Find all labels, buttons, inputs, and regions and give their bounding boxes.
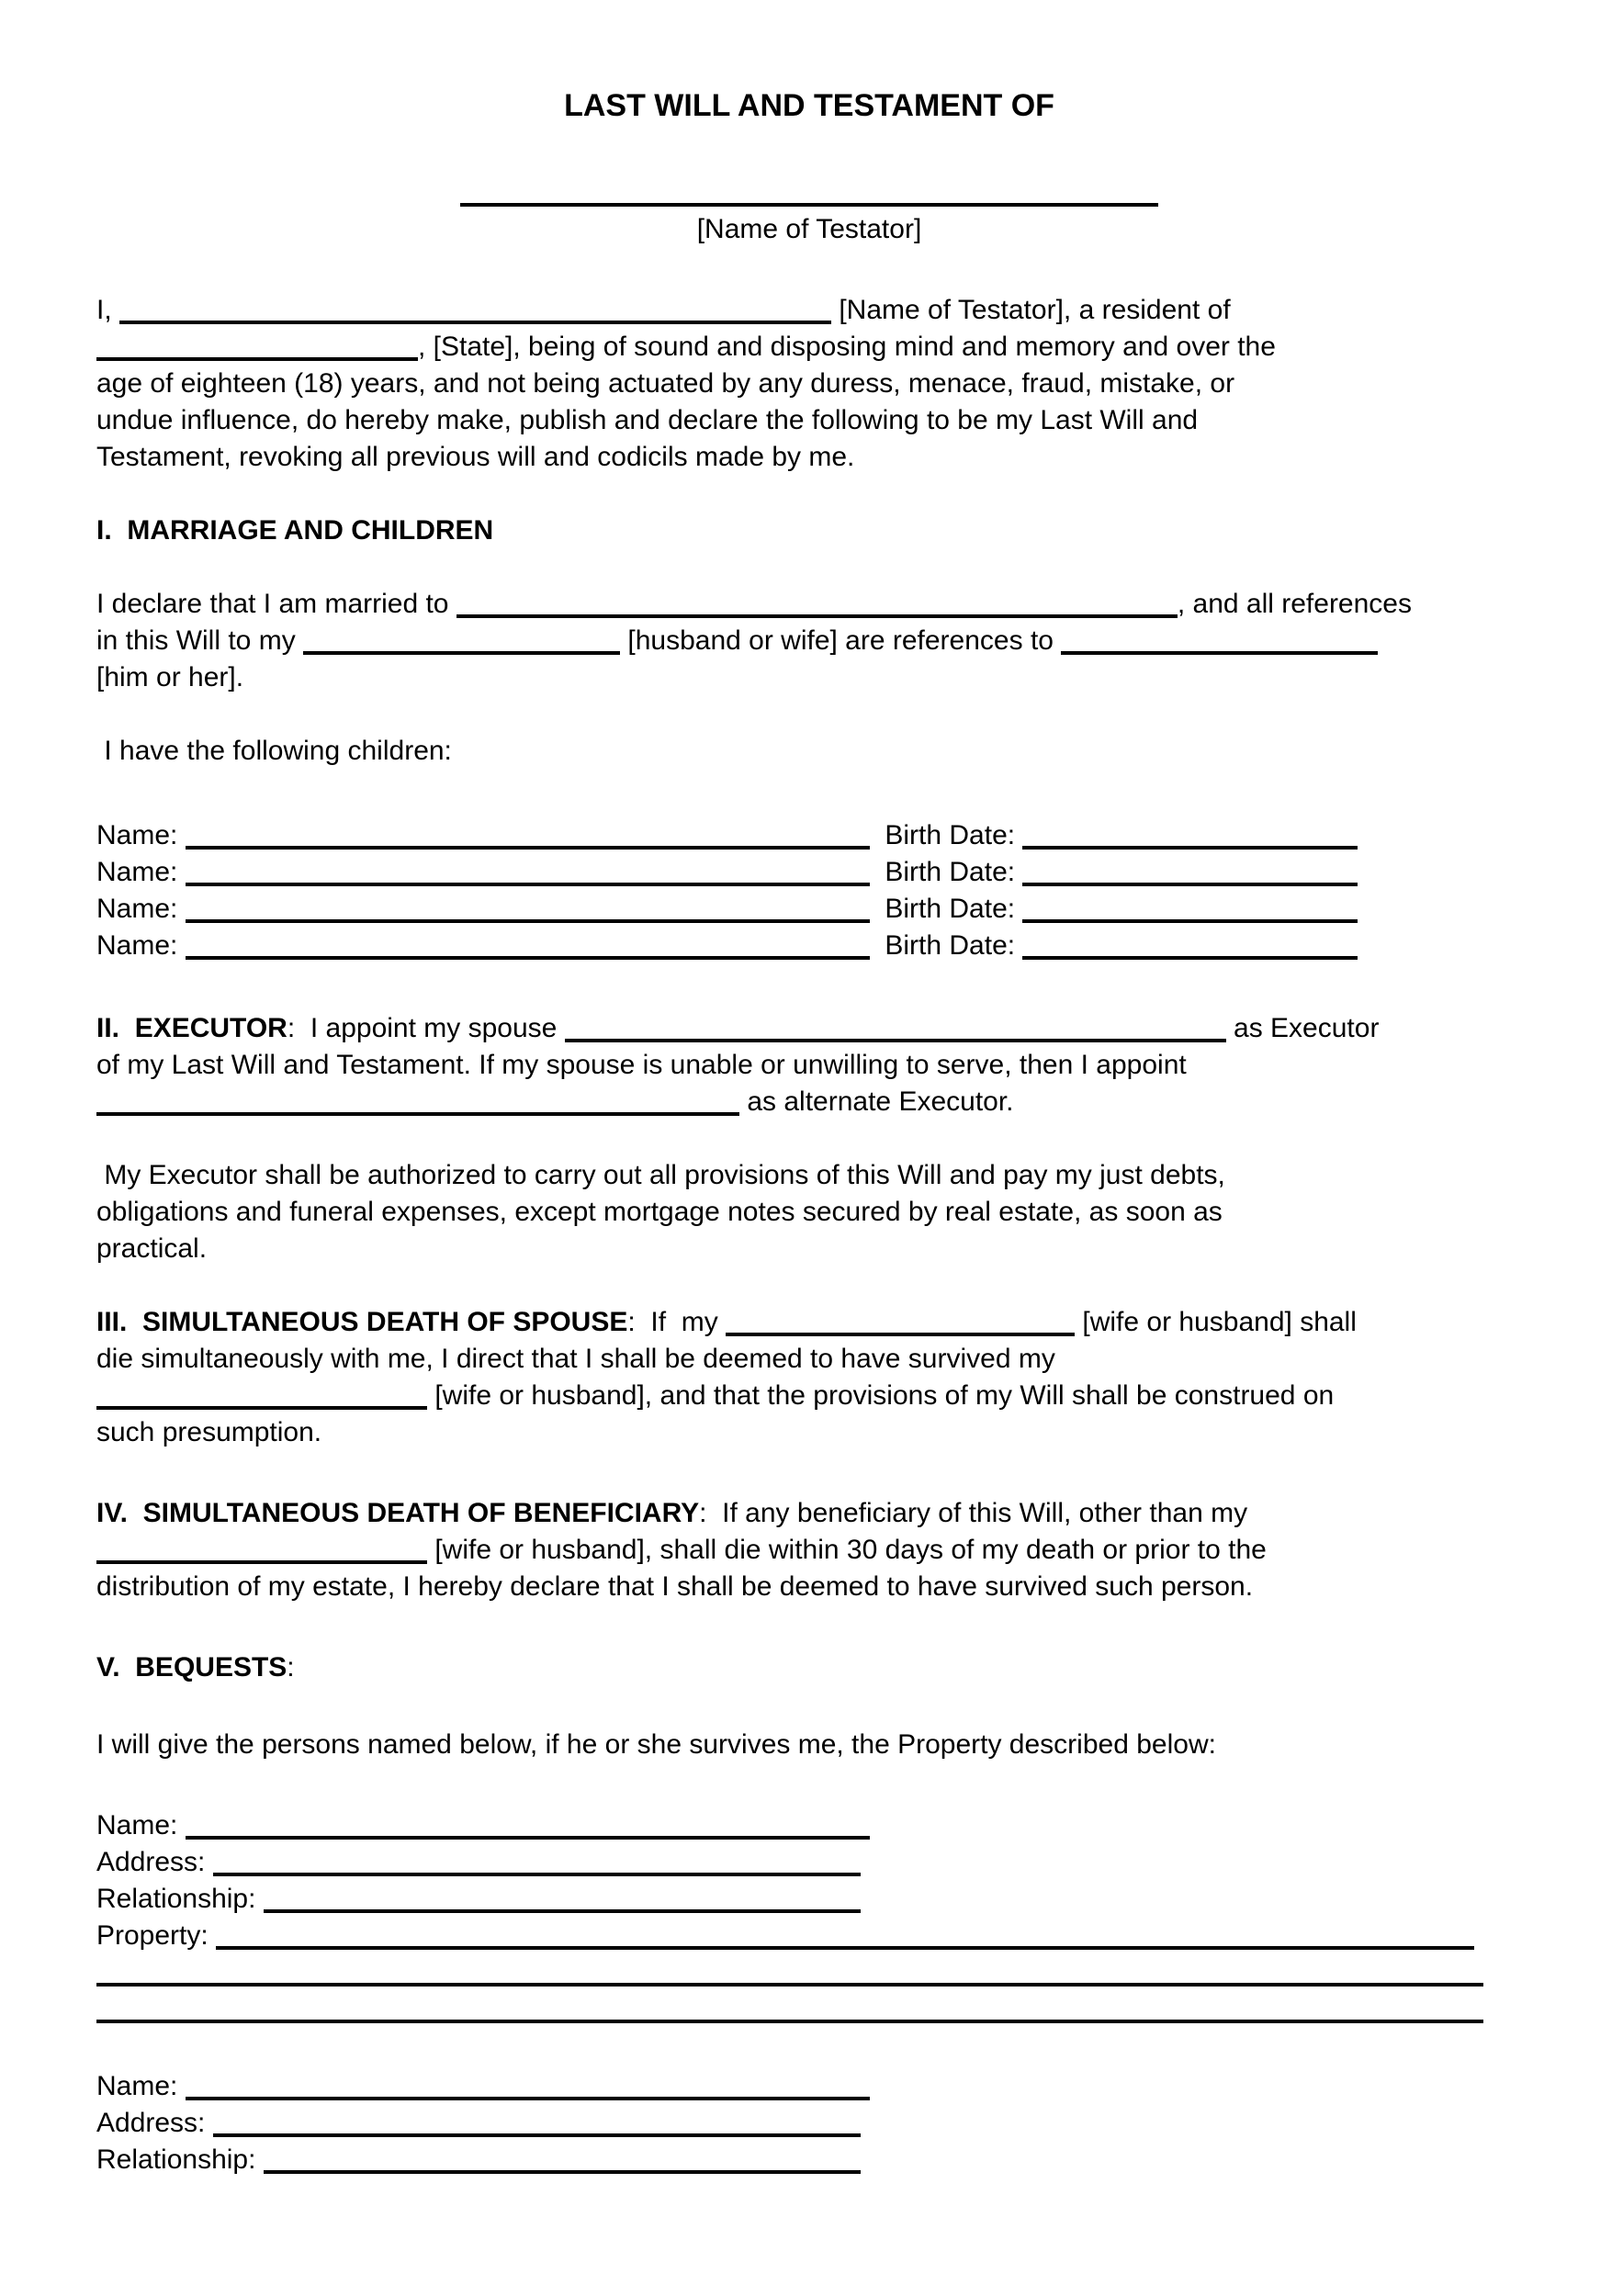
children-list: [96, 817, 1522, 964]
blank-field: [1022, 951, 1358, 960]
blank-field: [1022, 915, 1358, 923]
text-run-bold: III.: [96, 1307, 128, 1337]
text-run-bold: BEQUESTS: [135, 1652, 287, 1683]
text-run-bold: LAST WILL AND TESTAMENT OF: [564, 88, 1054, 123]
text-run: Name:: [96, 930, 186, 961]
blank-field: [216, 1941, 1474, 1950]
section-3-simultaneous-death-of-spouse-line-3: [96, 1378, 1522, 1414]
text-run: [wife or husband] shall: [1075, 1307, 1357, 1337]
marriage-paragraph-line-1: [96, 586, 1522, 623]
text-run: as Executor: [1225, 1013, 1380, 1043]
text-run: [Name of Testator]: [696, 214, 922, 244]
text-run: Name:: [96, 820, 186, 850]
section-2-executor: [96, 1010, 1522, 1120]
text-run: [120, 1652, 136, 1683]
text-run: Relationship:: [96, 2144, 264, 2175]
testator-name-line-line-1: [96, 174, 1522, 211]
blank-field: [186, 951, 870, 960]
text-run: Address:: [96, 1847, 213, 1877]
text-run: of my Last Will and Testament. If my spouse is unable or unwilling to serve, then I appoint: [96, 1050, 1187, 1080]
blank-field: [1061, 647, 1378, 655]
bequest-1-line-1: [96, 1807, 1522, 1844]
children-list-line-3: [96, 891, 1522, 928]
text-run: I will give the persons named below, if he or she survives me, the Property described below:: [96, 1729, 1216, 1760]
section-4-simultaneous-death-of-beneficiary-line-2: [96, 1532, 1522, 1569]
section-4-simultaneous-death-of-beneficiary: [96, 1495, 1522, 1605]
section-2-executor-line-2: [96, 1047, 1522, 1084]
blank-field: [96, 1556, 427, 1564]
text-run: , [State], being of sound and disposing mind and memory and over the: [418, 332, 1276, 362]
section-2-executor-line-1: [96, 1010, 1522, 1047]
children-list-line-1: [96, 817, 1522, 854]
text-run-bold: II.: [96, 1013, 120, 1043]
text-run: : If any beneficiary of this Will, other than my: [699, 1498, 1248, 1528]
text-run: Testament, revoking all previous will and codicils made by me.: [96, 442, 855, 472]
text-run: distribution of my estate, I hereby declare that I shall be deemed to have survived such person.: [96, 1571, 1254, 1602]
executor-powers-paragraph-line-3: [96, 1231, 1522, 1267]
bequest-1: [96, 1807, 1522, 2028]
blank-field: [186, 1831, 870, 1840]
text-run: practical.: [96, 1233, 208, 1264]
text-run: I have the following children:: [96, 736, 452, 766]
blank-field: [186, 841, 870, 850]
text-run: [him or her].: [96, 662, 244, 692]
text-run-bold: IV.: [96, 1498, 128, 1528]
children-intro: [96, 733, 1522, 770]
opening-paragraph-line-2: [96, 329, 1522, 366]
blank-field: [96, 1978, 1483, 1986]
text-run: [Name of Testator], a resident of: [831, 295, 1231, 325]
bequest-1-line-6: [96, 1991, 1522, 2028]
opening-paragraph-line-1: [96, 292, 1522, 329]
text-run: Name:: [96, 857, 186, 887]
blank-field: [96, 1108, 739, 1116]
bequest-2-line-1: [96, 2068, 1522, 2105]
text-run: Name:: [96, 894, 186, 924]
blank-field: [726, 1328, 1075, 1336]
text-run: age of eighteen (18) years, and not being actuated by any duress, menace, fraud, mistake, or: [96, 368, 1235, 399]
bequests-intro-line-1: [96, 1727, 1522, 1763]
executor-powers-paragraph-line-2: [96, 1194, 1522, 1231]
blank-field: [186, 2092, 870, 2100]
text-run: Birth Date:: [869, 857, 1023, 887]
children-intro-line-1: [96, 733, 1522, 770]
section-5-bequests-heading-line-1: [96, 1649, 1522, 1686]
text-run-bold: EXECUTOR: [134, 1013, 287, 1043]
text-run-bold: SIMULTANEOUS DEATH OF BENEFICIARY: [142, 1498, 700, 1528]
text-run: :: [287, 1652, 295, 1683]
bequest-2-line-2: [96, 2105, 1522, 2142]
blank-field: [213, 2129, 861, 2137]
opening-paragraph-line-4: [96, 402, 1522, 439]
text-run: I,: [96, 295, 120, 325]
section-1-marriage-and-children-heading: [96, 512, 1522, 549]
testator-name-line: [96, 174, 1522, 248]
text-run: [wife or husband], and that the provisions of my Will shall be construed on: [427, 1380, 1335, 1411]
children-list-line-4: [96, 928, 1522, 964]
blank-field: [303, 647, 620, 655]
text-run: I declare that I am married to: [96, 589, 456, 619]
text-run-bold: V.: [96, 1652, 120, 1683]
bequest-1-line-3: [96, 1881, 1522, 1918]
blank-field: [186, 915, 870, 923]
text-run: Address:: [96, 2108, 213, 2138]
opening-paragraph-line-3: [96, 366, 1522, 402]
bequest-2-line-3: [96, 2142, 1522, 2178]
bequest-1-line-2: [96, 1844, 1522, 1881]
text-run: : I appoint my spouse: [287, 1013, 565, 1043]
text-run: Name:: [96, 2071, 186, 2101]
document-title-line-1: [96, 84, 1522, 127]
blank-field: [213, 1868, 861, 1876]
bequest-1-line-5: [96, 1954, 1522, 1991]
blank-field: [456, 610, 1178, 618]
blank-field: [1022, 878, 1358, 886]
testator-name-line-line-2: [96, 211, 1522, 248]
executor-powers-paragraph-line-1: [96, 1157, 1522, 1194]
children-list-line-2: [96, 854, 1522, 891]
document-title: [96, 84, 1522, 127]
text-run: Birth Date:: [869, 930, 1023, 961]
text-run: My Executor shall be authorized to carry out all provisions of this Will and pay my just debts,: [96, 1160, 1225, 1190]
section-4-simultaneous-death-of-beneficiary-line-1: [96, 1495, 1522, 1532]
text-run: as alternate Executor.: [739, 1086, 1014, 1117]
text-run: obligations and funeral expenses, except mortgage notes secured by real estate, as soon as: [96, 1197, 1223, 1227]
blank-field: [264, 1905, 861, 1913]
marriage-paragraph-line-2: [96, 623, 1522, 659]
blank-field: [264, 2166, 861, 2174]
text-run-bold: I. MARRIAGE AND CHILDREN: [96, 515, 494, 546]
executor-powers-paragraph: [96, 1157, 1522, 1267]
bequest-2: [96, 2068, 1522, 2178]
marriage-paragraph-line-3: [96, 659, 1522, 696]
text-run: [127, 1307, 142, 1337]
blank-field: [96, 353, 418, 361]
marriage-paragraph: [96, 586, 1522, 696]
section-2-executor-line-3: [96, 1084, 1522, 1120]
text-run: Name:: [96, 1810, 186, 1840]
blank-field: [119, 316, 831, 324]
text-run: Birth Date:: [869, 820, 1023, 850]
section-3-simultaneous-death-of-spouse-line-4: [96, 1414, 1522, 1451]
text-run: in this Will to my: [96, 625, 304, 656]
text-run: Property:: [96, 1920, 217, 1951]
section-3-simultaneous-death-of-spouse-line-1: [96, 1304, 1522, 1341]
text-run: [husband or wife] are references to: [620, 625, 1062, 656]
blank-field: [565, 1034, 1226, 1042]
section-3-simultaneous-death-of-spouse-line-2: [96, 1341, 1522, 1378]
text-run: such presumption.: [96, 1417, 322, 1447]
blank-field: [96, 2015, 1483, 2023]
text-run-bold: SIMULTANEOUS DEATH OF SPOUSE: [142, 1307, 628, 1337]
blank-field: [96, 1401, 427, 1410]
text-run: [128, 1498, 143, 1528]
section-5-bequests-heading: [96, 1649, 1522, 1686]
text-run: undue influence, do hereby make, publish and declare the following to be my Last Will and: [96, 405, 1199, 435]
text-run: , and all references: [1177, 589, 1412, 619]
blank-field: [460, 198, 1158, 207]
text-run: : If my: [627, 1307, 727, 1337]
opening-paragraph-line-5: [96, 439, 1522, 476]
bequests-intro: [96, 1727, 1522, 1763]
section-4-simultaneous-death-of-beneficiary-line-3: [96, 1569, 1522, 1605]
section-3-simultaneous-death-of-spouse: [96, 1304, 1522, 1451]
text-run: die simultaneously with me, I direct that I shall be deemed to have survived my: [96, 1344, 1055, 1374]
blank-field: [186, 878, 870, 886]
section-1-marriage-and-children-heading-line-1: [96, 512, 1522, 549]
text-run: Birth Date:: [869, 894, 1023, 924]
blank-field: [1022, 841, 1358, 850]
opening-paragraph: [96, 292, 1522, 476]
bequest-1-line-4: [96, 1918, 1522, 1954]
text-run: Relationship:: [96, 1884, 264, 1914]
text-run: [119, 1013, 135, 1043]
text-run: [wife or husband], shall die within 30 days of my death or prior to the: [427, 1535, 1267, 1565]
